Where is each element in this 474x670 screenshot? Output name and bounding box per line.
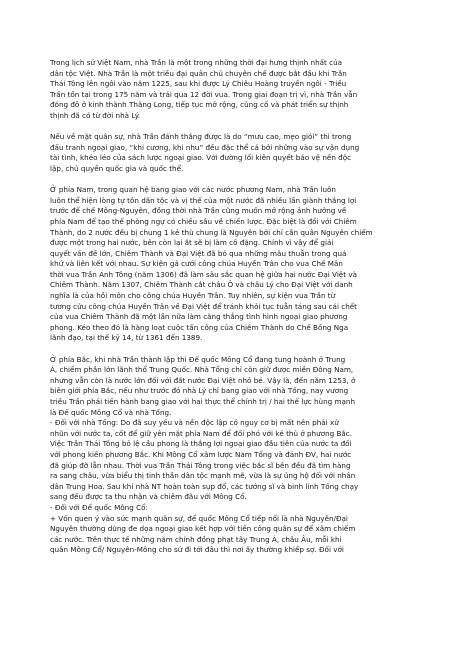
paragraph-intro: Trong lịch sử Việt Nam, nhà Trần là một trong những thời đại hưng thịnh nhất của dân tộc Việt. Nhà Trần là một triều đại quân chủ chuyên chế được bắt đầu khi Trần Thái Tông lên ngôi vào năm 1225, sau khi được Lý Chiêu Hoàng truyền ngôi - Triều Trần tồn tại trong 175 năm và trải qua 12 đời vua. Trong giai đoạn trị vì, nhà Trần vẫn đóng đô ở kinh thành Thăng Long, tiếp tục mở rộng, củng cố và phát triển sự thịnh thịnh đã có từ đời nhà Lý.	[50, 58, 358, 120]
paragraph-military-diplomacy: Nếu về mặt quân sự, nhà Trần đánh thắng được là do “mưu cao, mẹo giỏi” thì trong đấu tranh ngoại giao, “khi cương, khi nhu” đều đặc thể cả bởi những vào sự vận dụng tài tình, khéo léo của sách lược ngoại giao. Với đường lối kiên quyết bảo vệ nền độc lập, chủ quyền quốc gia và quốc thể.	[50, 132, 360, 173]
paragraph-south-relations: Ở phía Nam, trong quan hệ bang giao với các nước phương Nam, nhà Trần luôn luôn thể hiện lòng tự tôn dân tộc và vị thế của một nước đã nhiều lần giành thắng lợi trước đế chế Mông-Nguyên, đồng thời nhà Trần cũng muốn mở rộng ảnh hưởng về phía Nam để tạo thế phòng ngự có chiều sâu về chiến lược. Đặc biệt là đối với Chiêm Thành, do 2 nước đều bị chung 1 kẻ thù chung là Nguyên bởi chỉ cần quân Nguyên chiếm được một trong hai nước, bên còn lại ắt sẽ bị làm cô đặng. Chính vì vậy để giải quyết vấn đề lớn, Chiêm Thành và Đại Việt đã bỏ qua những mâu thuẫn trong quá khứ và liên kết với nhau. Sự kiện gả cưới công chúa Huyền Trân cho vua Chế Mân thời vua Trần Anh Tông (năm 1306) đã làm sâu sắc quan hệ giữa hai nước Đại Việt và Chiêm Thành. Năm 1307, Chiêm Thành cắt châu Ô và châu Lý cho Đại Việt với danh nghĩa là của hồi môn cho công chúa Huyền Trân. Tuy nhiên, sự kiện vua Trần từ tương cửu công chúa Huyền Trân về Đại Việt để tránh khỏi tục tuẫn táng sau cái chết của vua Chiêm Thành đã một lần nữa làm căng thẳng tình hình ngoại giao phương phong. Kéo theo đó là hàng loạt cuộc tấn công của Chiêm Thành do Chế Bồng Nga lãnh đạo, tại thế kỷ 14, từ 1361 đến 1389.	[50, 185, 373, 343]
paragraph-north-relations: Ở phía Bắc, khi nhà Trần thành lập thì Đế quốc Mông Cổ đang tung hoành ở Trung Á, chiếm phần lớn lãnh thổ Trung Quốc. Nhà Tống chỉ còn giữ được miền Đông Nam, nhưng vẫn còn là nước lớn đối với đất nước Đại Việt nhỏ bé. Vậy là, đến năm 1253, ở biên giới phía Bắc, nếu như trước đó nhà Lý chỉ bang giao với nhà Tống, nay vương triều Trần phải tiến hành bang giao với hai thực thể chính trị / hai thế lực hùng mạnh là Đế quốc Mông Cổ và nhà Tống. - Đối với nhà Tống: Do đã suy yếu và nền độc lập có nguy cơ bị mất nên phải xử nhũn với nước ta, cốt để giữ yên mặt phía Nam để đối phó với kẻ thù ở phương Bắc. Việc Trần Thái Tông bỏ lệ cầu phong là thắng lợi ngoại giao đầu tiên của nước ta đối với phong kiến phương Bắc. Khi Mông Cổ xâm lược Nam Tống và đánh ĐV, hai nước đã giúp đỡ lẫn nhau. Thời vua Trần Thái Tông trong việc bắc sĩ bên đều đã tìm hàng ra sang châu, vừa biểu thị tinh thần dân tộc mạnh mẽ, vừa là sự ủng hộ đối với nhân dân Trung Hoa. Sau khi nhà NT hoàn toàn sụp đổ, các tướng sĩ và binh lính Tống chạy sang đều được ta thu nhận và chiêm đãu với Mông Cổ. - Đối với Đế quốc Mông Cổ: + Vốn quen ý vào sức mạnh quân sự, để quốc Mông Cổ tiếp nối là nhà Nguyên/Đại Nguyên thường dùng đe dọa ngoại giao kết hợp với tiến công quân sự để xâm chiếm các nước. Trên thực tế những năm chính đồng phạt tây Trung Á, châu Âu, mỗi khi quân Mông Cổ/ Nguyên-Mông cho sứ đi tới đâu thì nơi ấy thường khiếp sợ. Đối với	[50, 354, 359, 555]
